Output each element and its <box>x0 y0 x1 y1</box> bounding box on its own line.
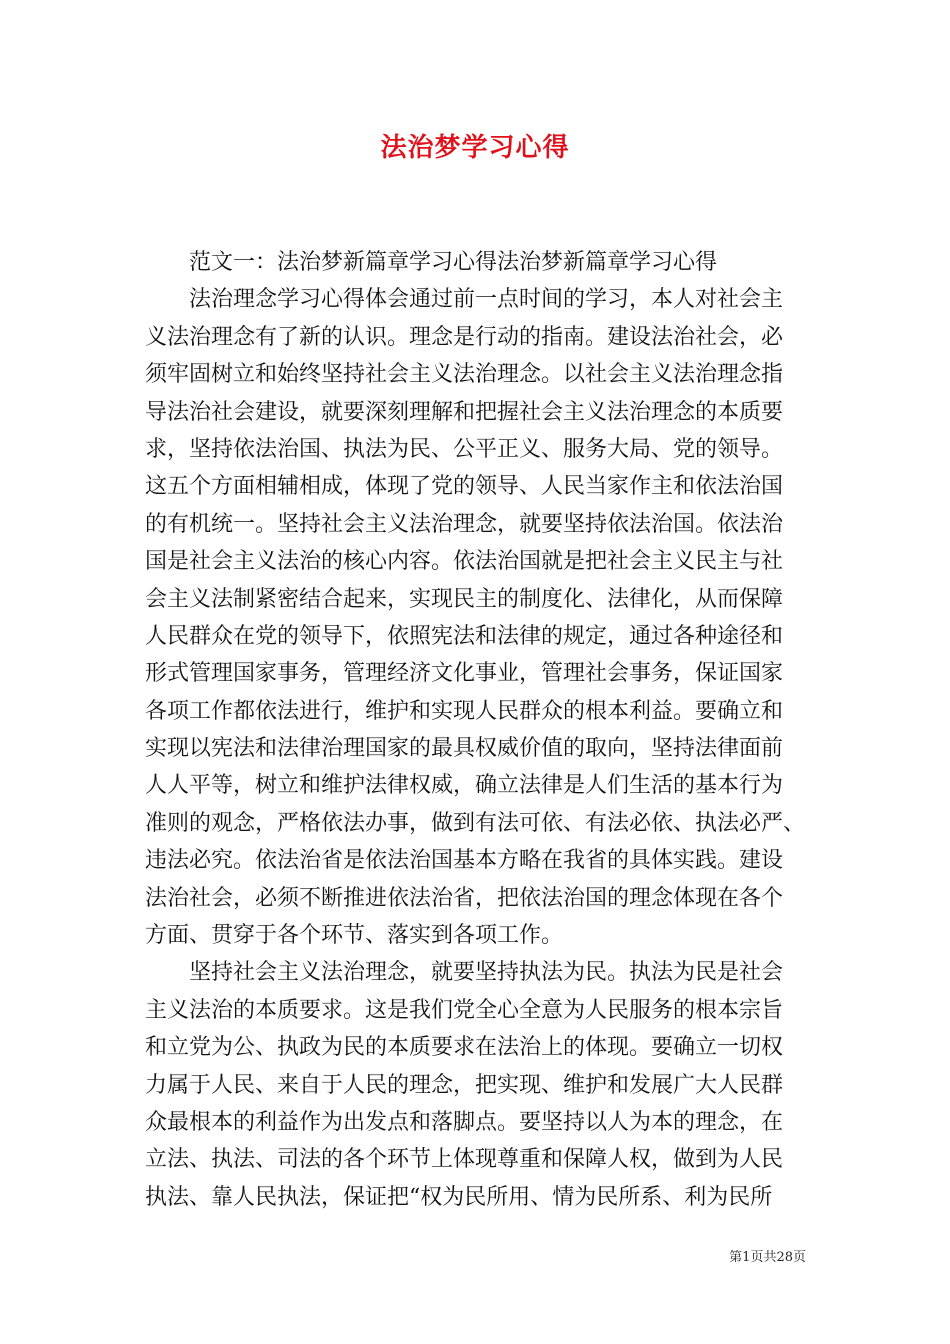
text-line: 众最根本的利益作为出发点和落脚点。要坚持以人为本的理念，在 <box>145 1109 784 1135</box>
text-line: 执法、靠人民执法，保证把“权为民所用、情为民所系、利为民所 <box>145 1184 773 1210</box>
text-line: 的有机统一。坚持社会主义法治理念，就要坚持依法治国。依法治 <box>145 511 784 537</box>
text-line: 人人平等，树立和维护法律权威，确立法律是人们生活的基本行为 <box>145 773 784 799</box>
text-line: 这五个方面相辅相成，体现了党的领导、人民当家作主和依法治国 <box>145 474 784 500</box>
text-line: 实现以宪法和法律治理国家的最具权威价值的取向，坚持法律面前 <box>145 736 784 762</box>
text-line: 会主义法制紧密结合起来，实现民主的制度化、法律化，从而保障 <box>145 586 784 612</box>
text-line: 人民群众在党的领导下，依照宪法和法律的规定，通过各种途径和 <box>145 623 784 649</box>
text-line: 须牢固树立和始终坚持社会主义法治理念。以社会主义法治理念指 <box>145 362 784 388</box>
text-line: 力属于人民、来自于人民的理念，把实现、维护和发展广大人民群 <box>145 1072 784 1098</box>
text-line: 各项工作都依法进行，维护和实现人民群众的根本利益。要确立和 <box>145 698 784 724</box>
document-body <box>145 244 810 1216</box>
text-line: 准则的观念，严格依法办事，做到有法可依、有法必依、执法必严、 <box>145 810 806 836</box>
text-line: 范文一：法治梦新篇章学习心得法治梦新篇章学习心得 <box>189 250 718 275</box>
text-line: 方面、贯穿于各个环节、落实到各项工作。 <box>145 923 564 949</box>
text-line: 导法治社会建设，就要深刻理解和把握社会主义法治理念的本质要 <box>145 399 784 425</box>
text-line: 和立党为公、执政为民的本质要求在法治上的体现。要确立一切权 <box>145 1035 784 1061</box>
page-number-footer: 第1页共28页 <box>729 1250 806 1265</box>
text-line: 法治社会，必须不断推进依法治省，把依法治国的理念体现在各个 <box>145 885 784 911</box>
text-line: 主义法治的本质要求。这是我们党全心全意为人民服务的根本宗旨 <box>145 997 784 1023</box>
text-line: 违法必究。依法治省是依法治国基本方略在我省的具体实践。建设 <box>145 848 784 874</box>
text-line: 立法、执法、司法的各个环节上体现尊重和保障人权，做到为人民 <box>145 1147 784 1173</box>
text-line: 求，坚持依法治国、执法为民、公平正义、服务大局、党的领导。 <box>145 436 784 462</box>
text-line: 形式管理国家事务，管理经济文化事业，管理社会事务，保证国家 <box>145 661 784 687</box>
text-line: 法治理念学习心得体会通过前一点时间的学习，本人对社会主 <box>189 287 784 313</box>
text-line: 国是社会主义法治的核心内容。依法治国就是把社会主义民主与社 <box>145 549 784 575</box>
text-line: 义法治理念有了新的认识。理念是行动的指南。建设法治社会，必 <box>145 324 784 350</box>
document-title: 法治梦学习心得 <box>380 133 570 163</box>
text-line: 坚持社会主义法治理念，就要坚持执法为民。执法为民是社会 <box>189 960 784 986</box>
